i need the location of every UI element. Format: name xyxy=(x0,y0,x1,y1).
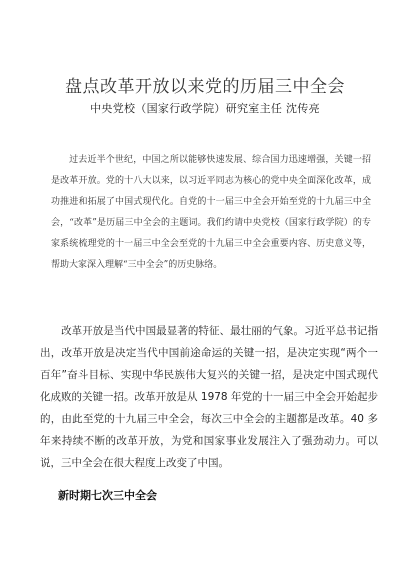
article-body-paragraph xyxy=(40,320,378,474)
article-byline: 中央党校（国家行政学院）研究室主任 沈传亮 xyxy=(90,102,320,115)
body-text: 改革开放是当代中国最显著的特征、最壮丽的气象。习近平总书记指出，改革开放是决定当代中国前途命运的关键一招，是决定实现“两个一百年”奋斗目标、实现中华民族伟大复兴的关键一招，是决定中国式现代化成败的关键一招。改革开放是从 1978 年党的十一届三中全会开始起步的，由此至党的十九届三中全会，每次三中全会的主题都是改革。40 多年来持续不断的改革开放，为党和国家事业发展注入了强劲动力。可以说，三中全会在很大程度上改变了中国。 xyxy=(40,325,378,469)
article-abstract xyxy=(51,150,371,276)
abstract-text: 过去近半个世纪，中国之所以能够快速发展、综合国力迅速增强，关键一招是改革开放。党的十八大以来，以习近平同志为核心的党中央全面深化改革，成功推进和拓展了中国式现代化。自党的十一届三中全会开始至党的十九届三中全会，“改革”是历届三中全会的主题词。我们约请中央党校（国家行政学院）的专家系统梳理党的十一届三中全会至党的十九届三中全会重要内容、历史意义等，帮助大家深入理解“三中全会”的历史脉络。 xyxy=(51,155,371,270)
section-heading: 新时期七次三中全会 xyxy=(58,489,157,502)
article-title: 盘点改革开放以来党的历届三中全会 xyxy=(65,77,345,97)
